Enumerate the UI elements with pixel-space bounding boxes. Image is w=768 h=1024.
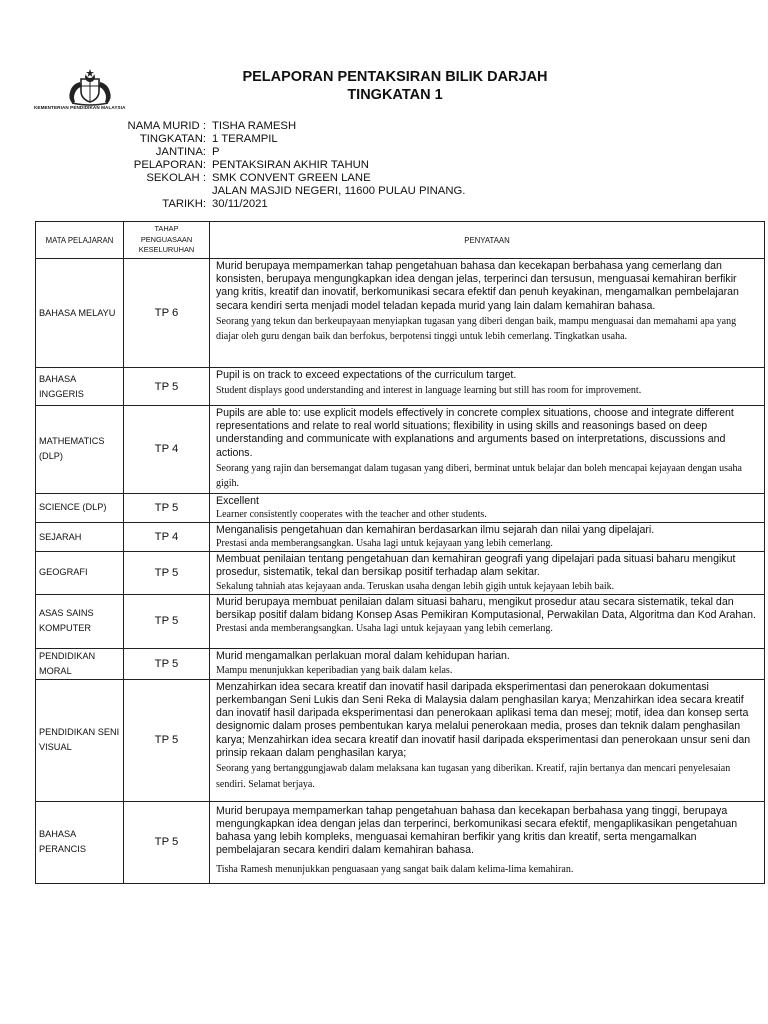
statement-main: Murid mengamalkan perlakuan moral dalam kehidupan harian. [216, 649, 510, 662]
tp-level: TP 5 [124, 679, 210, 801]
table-row [36, 679, 765, 801]
subject-name: SCIENCE (DLP) [36, 493, 124, 522]
tp-level: TP 5 [124, 801, 210, 883]
pelaporan-value: PENTAKSIRAN AKHIR TAHUN [212, 159, 369, 171]
teacher-comment: Prestasi anda memberangsangkan. Usaha lagi untuk kejayaan yang lebih cemerlang. [216, 538, 553, 550]
statement-cell [210, 679, 765, 801]
tp-level: TP 6 [124, 259, 210, 368]
pelaporan-label: PELAPORAN: [133, 159, 206, 171]
teacher-comment: Student displays good understanding and interest in language learning but still has room for improvement. [216, 385, 642, 397]
teacher-comment: Mampu menunjukkan keperibadian yang baik dalam kelas. [216, 664, 453, 676]
statement-cell [210, 801, 765, 883]
statement-cell [210, 493, 765, 522]
statement-main: Murid berupaya mempamerkan tahap pengetahuan bahasa dan kecekapan berbahasa yang cemerlang dan konsisten, berupaya mengungkapkan idea dengan jelas, terperinci dan tersusun, menguasai kemahiran berfikir yang kritis, kreatif dan inovatif, berkomunikasi secara efektif dan penuh keyakinan, mengamalkan pembelajaran secara kendiri serta menjadi model teladan kepada murid yang lain dalam kemahiran bahasa. [216, 260, 739, 312]
statement-main: Murid berupaya membuat penilaian dalam situasi baharu, mengikut prosedur atau secara sistematik, tekal dan bersikap positif dalam bidang Konsep Asas Pemikiran Komputasional, Perwakilan Data, Algoritma dan Kod Arahan. [216, 595, 757, 621]
jantina-label: JANTINA: [155, 146, 206, 158]
statement-cell [210, 523, 765, 552]
statement-cell [210, 594, 765, 648]
teacher-comment: Seorang yang tekun dan berkeupayaan menyiapkan tugasan yang diberi dengan baik, mampu menguasai dan memahami apa yang diajar oleh guru dengan baik dan berfokus, berpotensi tinggi untuk lebih cemerlang. Tingkatkan usaha. [216, 315, 737, 343]
assessment-table [35, 221, 765, 884]
statement-cell [210, 406, 765, 494]
subject-name: PENDIDIKAN SENI VISUAL [36, 679, 124, 801]
statement-main: Menganalisis pengetahuan dan kemahiran berdasarkan ilmu sejarah dan nilai yang dipelajari. [216, 524, 655, 537]
school-address: JALAN MASJID NEGERI, 11600 PULAU PINANG. [212, 185, 466, 197]
report-subtitle: TINGKATAN 1 [347, 87, 443, 103]
subject-name: PENDIDIKAN MORAL [36, 648, 124, 679]
subject-name: GEOGRAFI [36, 552, 124, 594]
statement-main: Pupil is on track to exceed expectations of the curriculum target. [216, 369, 517, 381]
teacher-comment: Tisha Ramesh menunjukkan penguasaan yang sangat baik dalam kelima-lima kemahiran. [216, 863, 574, 875]
statement-main: Menzahirkan idea secara kreatif dan inovatif hasil daripada eksperimentasi dan penerokaan dokumentasi perkembangan Seni Lukis dan Seni Reka di Malaysia dalam penghasilan karya; Menzahirkan idea secara kreatif dan inovatif hasil daripada eksperimentasi dan penerokaan aplikasi tema dan mesej; motif, idea dan konsep serta designomic dalam proses pembentukan karya melalui penerokaan media, proses dan teknik dalam penghasilan karya; Menzahirkan idea secara kreatif dan inovatif hasil daripada eksperimentasi dan penerokaan unsur seni dan prinsip rekaan dalam penghasilan karya; [216, 680, 751, 759]
table-row [36, 368, 765, 406]
table-row [36, 493, 765, 522]
statement-main: Excellent [216, 494, 259, 507]
sekolah-label: SEKOLAH : [146, 172, 206, 184]
table-row [36, 552, 765, 594]
sekolah-value: SMK CONVENT GREEN LANE [212, 172, 371, 184]
statement-main: Murid berupaya mempamerkan tahap pengetahuan bahasa dan kecekapan berbahasa yang tinggi, berupaya mengungkapkan idea dengan jelas dan terperinci, berkomunikasi secara efektif, mengaplikasikan pengetahuan bahasa yang lebih kompleks, menguasai kemahiran berfikir yang kritis dan kreatif, serta mengamalkan pembelajaran secara kendiri dalam kemahiran bahasa. [216, 804, 738, 857]
teacher-comment: Learner consistently cooperates with the teacher and other students. [216, 509, 487, 521]
statement-cell [210, 648, 765, 679]
teacher-comment: Seorang yang rajin dan bersemangat dalam tugasan yang diberi, berminat untuk belajar dan boleh mencapai kejayaan dengan usaha gigih. [216, 462, 742, 490]
table-row [36, 801, 765, 883]
statement-cell [210, 552, 765, 594]
nama-label: NAMA MURID : [127, 120, 206, 132]
nama-value: TISHA RAMESH [212, 120, 297, 132]
table-row [36, 406, 765, 494]
statement-main: Pupils are able to: use explicit models effectively in concrete complex situations, choose and integrate different representations and relate to real world situations; flexibility in using skills and reasonings based on deep understanding and communicate with explanations and arguments based on interpretations, discussions and actions. [216, 407, 734, 459]
tp-level: TP 5 [124, 493, 210, 522]
coat-of-arms-icon [60, 68, 120, 106]
tp-level: TP 5 [124, 552, 210, 594]
tp-level: TP 4 [124, 406, 210, 494]
tarikh-value: 30/11/2021 [212, 198, 268, 210]
tarikh-label: TARIKH: [162, 198, 206, 210]
teacher-comment: Seorang yang bertanggungjawab dalam melaksana kan tugasan yang diberikan. Kreatif, rajin bertanya dan mencari penyelesaian sendiri. Selamat berjaya. [216, 763, 731, 790]
subject-name: SEJARAH [36, 523, 124, 552]
tp-level: TP 5 [124, 648, 210, 679]
table-header [36, 222, 765, 259]
table-row [36, 594, 765, 648]
statement-cell [210, 259, 765, 368]
statement-cell [210, 368, 765, 406]
header-subject: MATA PELAJARAN [36, 222, 124, 259]
subject-name: BAHASA PERANCIS [36, 801, 124, 883]
header-tahap: TAHAP PENGUASAAN KESELURUHAN [124, 222, 210, 259]
tp-level: TP 4 [124, 523, 210, 552]
table-row [36, 523, 765, 552]
statement-main: Membuat penilaian tentang pengetahuan dan kemahiran geografi yang dipelajari pada situasi baharu mengikut prosedur, sistematik, tekal dan bersikap positif terhadap alam sekitar. [216, 553, 736, 579]
subject-name: MATHEMATICS (DLP) [36, 406, 124, 494]
table-row [36, 259, 765, 368]
jantina-value: P [212, 146, 220, 158]
tp-level: TP 5 [124, 594, 210, 648]
tp-level: TP 5 [124, 368, 210, 406]
teacher-comment: Sekalung tahniah atas kejayaan anda. Teruskan usaha dengan lebih gigih untuk kejayaan lebih baik. [216, 580, 615, 592]
teacher-comment: Prestasi anda memberangsangkan. Usaha lagi untuk kejayaan yang lebih cemerlang. [216, 623, 553, 635]
report-title: PELAPORAN PENTAKSIRAN BILIK DARJAH [242, 69, 548, 85]
table-row [36, 648, 765, 679]
subject-name: ASAS SAINS KOMPUTER [36, 594, 124, 648]
subject-name: BAHASA MELAYU [36, 259, 124, 368]
tingkatan-label: TINGKATAN: [139, 133, 206, 145]
tingkatan-value: 1 TERAMPIL [212, 133, 278, 145]
subject-name: BAHASA INGGERIS [36, 368, 124, 406]
ministry-name: KEMENTERIAN PENDIDIKAN MALAYSIA [34, 105, 126, 110]
header-statement: PENYATAAN [210, 222, 765, 259]
